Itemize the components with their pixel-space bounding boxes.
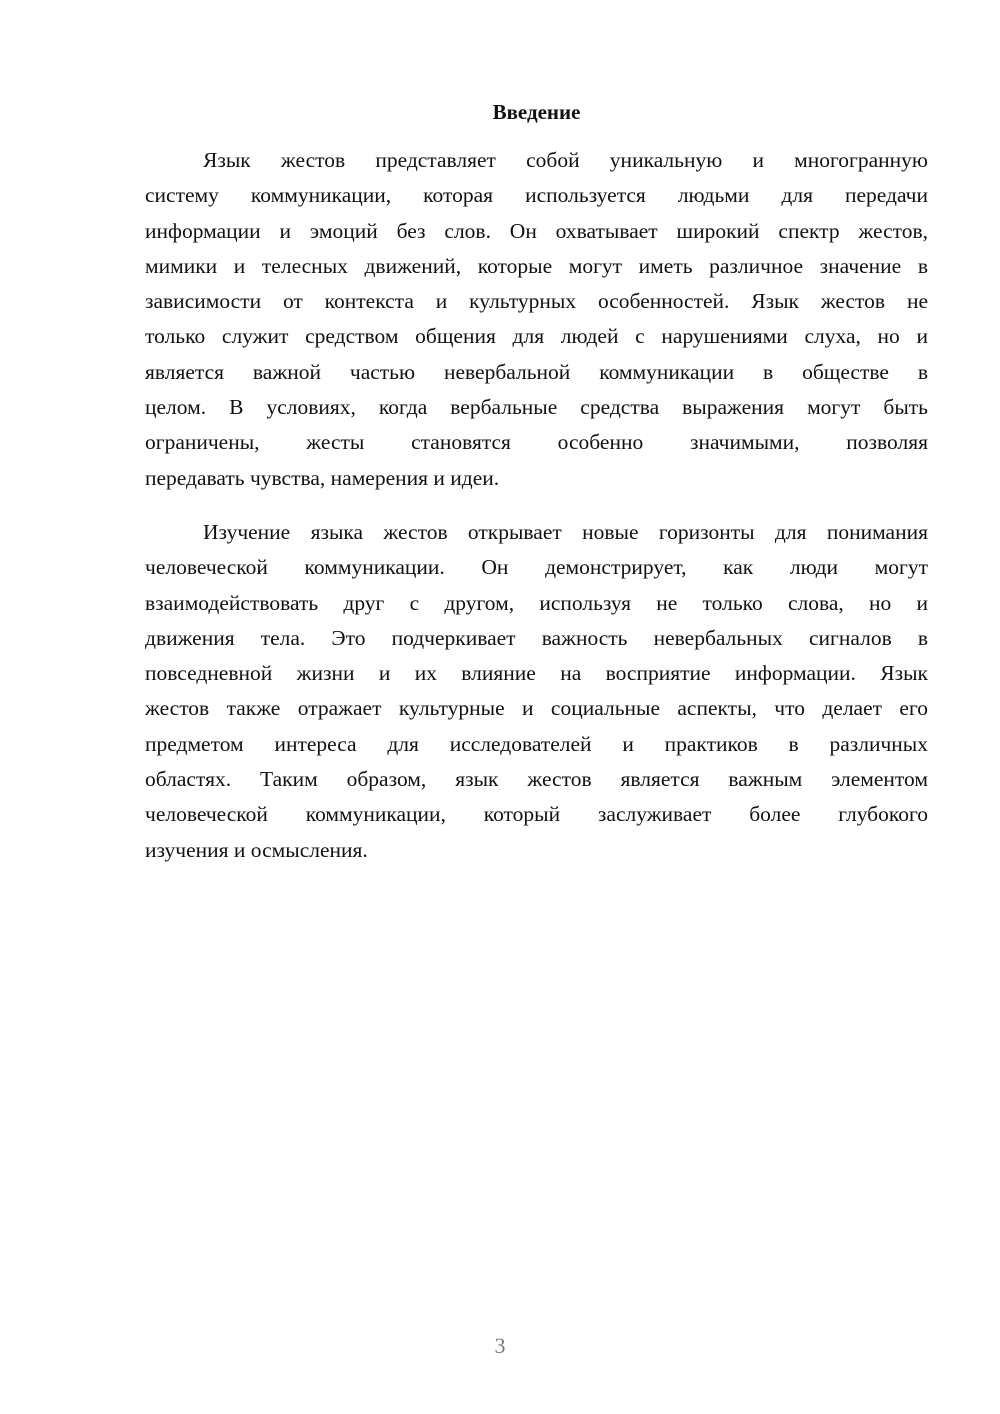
page-number: 3 [494,1333,506,1358]
paragraph-line: предметом интереса для исследователей и практиков в различных [145,731,928,756]
paragraph-line: систему коммуникации, которая используется людьми для передачи [145,183,928,208]
paragraph-1 [145,143,928,496]
paragraph-line: только служит средством общения для людей с нарушениями слуха, но и [145,324,928,349]
paragraph-line: Изучение языка жестов открывает новые горизонты для понимания [203,520,928,544]
paragraph-2 [145,515,928,868]
paragraph-line: движения тела. Это подчеркивает важность невербальных сигналов в [145,625,928,650]
paragraph-line: ограничены, жесты становятся особенно значимыми, позволяя [145,430,928,455]
paragraph-line: информации и эмоций без слов. Он охватывает широкий спектр жестов, [145,218,928,243]
section-title: Введение [492,100,581,124]
paragraph-line: является важной частью невербальной коммуникации в обществе в [145,359,928,384]
paragraph-line: передавать чувства, намерения и идеи. [145,465,500,490]
paragraph-line: Язык жестов представляет собой уникальную и многогранную [203,148,928,172]
paragraph-line: повседневной жизни и их влияние на восприятие информации. Язык [145,661,928,686]
paragraph-line: взаимодействовать друг с другом, используя не только слова, но и [145,590,928,615]
paragraph-line: областях. Таким образом, язык жестов является важным элементом [145,767,928,792]
paragraph-line: человеческой коммуникации, который заслуживает более глубокого [145,802,928,827]
paragraph-line: человеческой коммуникации. Он демонстрирует, как люди могут [145,555,928,580]
paragraph-line: зависимости от контекста и культурных особенностей. Язык жестов не [145,289,928,314]
paragraph-line: мимики и телесных движений, которые могут иметь различное значение в [145,253,928,278]
paragraph-line: жестов также отражает культурные и социальные аспекты, что делает его [145,696,928,721]
paragraph-line: изучения и осмысления. [145,837,368,862]
paragraph-line: целом. В условиях, когда вербальные средства выражения могут быть [145,395,928,420]
